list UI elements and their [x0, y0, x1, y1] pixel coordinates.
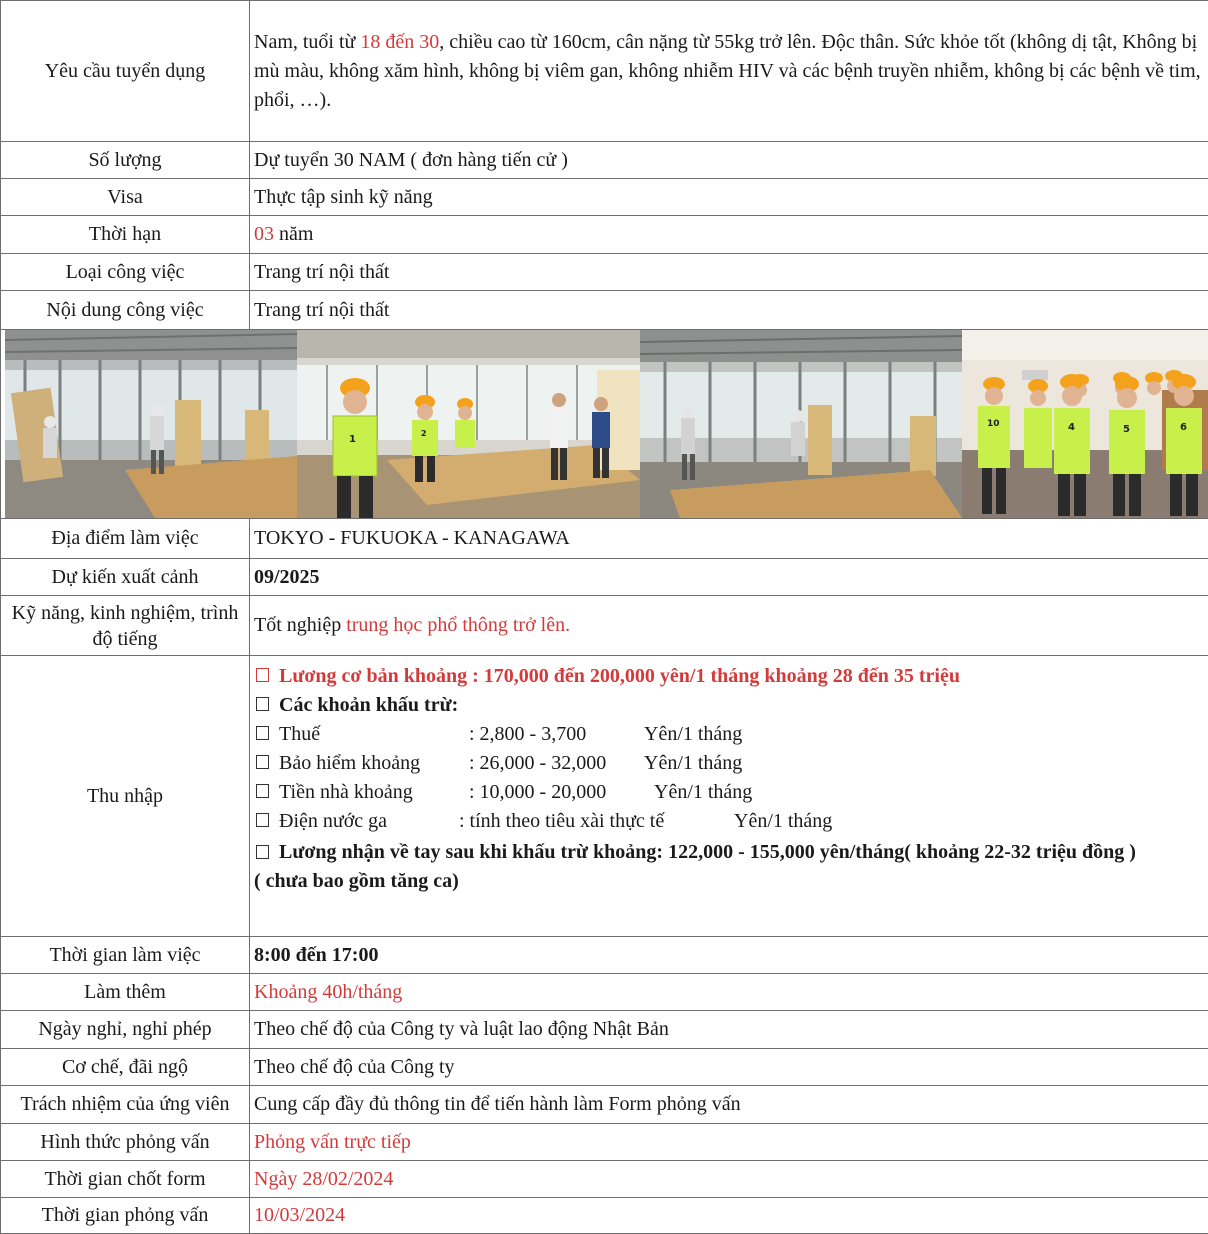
deduction-tax: Thuế : 2,800 - 3,700 Yên/1 tháng [254, 722, 1204, 751]
value-skills: Tốt nghiệp trung học phổ thông trở lên. [250, 596, 1208, 656]
deductions-title: Các khoản khấu trừ: [254, 693, 1204, 722]
vest-number: 10 [987, 419, 1000, 429]
label-benefits: Cơ chế, đãi ngộ [1, 1049, 250, 1086]
value-holidays: Theo chế độ của Công ty và luật lao động Nhật Bản [250, 1011, 1208, 1049]
row-visa [1, 179, 1208, 216]
row-skills [1, 596, 1208, 656]
row-work-hours [1, 937, 1208, 974]
row-interview-format [1, 1124, 1208, 1161]
photo-trainees-room [297, 330, 640, 518]
value-overtime: Khoảng 40h/tháng [250, 974, 1208, 1011]
label-requirement: Yêu cầu tuyển dụng [1, 1, 250, 142]
checkbox-icon [256, 755, 269, 769]
checkbox-icon [256, 668, 269, 682]
value-duration: 03 năm [250, 216, 1208, 254]
row-benefits [1, 1049, 1208, 1086]
label-job-type: Loại công việc [1, 254, 250, 291]
row-candidate-duty [1, 1086, 1208, 1124]
row-quantity [1, 142, 1208, 179]
vest-number: 1 [349, 434, 356, 445]
row-overtime [1, 974, 1208, 1011]
value-work-hours: 8:00 đến 17:00 [250, 937, 1208, 974]
checkbox-icon [256, 697, 269, 711]
base-salary: Lương cơ bản khoảng : 170,000 đến 200,000 yên/1 tháng khoảng 28 đến 35 triệu [254, 664, 1204, 693]
value-location: TOKYO - FUKUOKA - KANAGAWA [250, 519, 1208, 559]
label-interview-date: Thời gian phỏng vấn [1, 1198, 250, 1234]
row-interview-date [1, 1198, 1208, 1234]
checkbox-icon [256, 784, 269, 798]
label-duration: Thời hạn [1, 216, 250, 254]
value-candidate-duty: Cung cấp đầy đủ thông tin để tiến hành làm Form phỏng vấn [250, 1086, 1208, 1124]
label-candidate-duty: Trách nhiệm của ứng viên [1, 1086, 250, 1124]
checkbox-icon [256, 726, 269, 740]
photo-trainees-lineup [962, 330, 1208, 518]
row-requirement [1, 1, 1208, 142]
deduction-housing: Tiền nhà khoảng : 10,000 - 20,000 Yên/1 tháng [254, 780, 1204, 809]
row-job-content [1, 291, 1208, 330]
checkbox-icon [256, 845, 269, 859]
value-form-deadline: Ngày 28/02/2024 [250, 1161, 1208, 1198]
label-income: Thu nhập [1, 656, 250, 937]
label-overtime: Làm thêm [1, 974, 250, 1011]
vest-number: 2 [421, 429, 427, 438]
vest-number: 4 [1068, 422, 1075, 433]
row-photos [1, 330, 1208, 519]
value-requirement: Nam, tuổi từ 18 đến 30, chiều cao từ 160cm, cân nặng từ 55kg trở lên. Độc thân. Sức khỏe tốt (không dị tật, Không bị mù màu, không xăm hình, không bị viêm gan, không nhiễm HIV và các bệnh truyền nhiễm, không bị các bệnh về tim, phổi, …). [250, 1, 1208, 142]
label-interview-format: Hình thức phỏng vấn [1, 1124, 250, 1161]
checkbox-icon [256, 813, 269, 827]
label-skills: Kỹ năng, kinh nghiệm, trình độ tiếng [1, 596, 250, 656]
label-holidays: Ngày nghỉ, nghỉ phép [1, 1011, 250, 1049]
photo-workers-installing [5, 330, 297, 518]
label-form-deadline: Thời gian chốt form [1, 1161, 250, 1198]
row-job-type [1, 254, 1208, 291]
label-location: Địa điểm làm việc [1, 519, 250, 559]
value-income [250, 656, 1208, 937]
label-job-content: Nội dung công việc [1, 291, 250, 330]
label-quantity: Số lượng [1, 142, 250, 179]
row-form-deadline [1, 1161, 1208, 1198]
vest-number: 5 [1123, 424, 1130, 435]
value-departure: 09/2025 [250, 559, 1208, 596]
value-quantity: Dự tuyển 30 NAM ( đơn hàng tiến cử ) [250, 142, 1208, 179]
row-income [1, 656, 1208, 937]
value-job-content: Trang trí nội thất [250, 291, 1208, 330]
photo-board-installation [640, 330, 962, 518]
value-visa: Thực tập sinh kỹ năng [250, 179, 1208, 216]
row-duration [1, 216, 1208, 254]
label-visa: Visa [1, 179, 250, 216]
photo-strip [5, 330, 1208, 518]
net-salary: Lương nhận về tay sau khi khấu trừ khoảng: 122,000 - 155,000 yên/tháng( khoảng 22-32 triệu đồng ) [254, 838, 1204, 867]
row-departure [1, 559, 1208, 596]
vest-number: 6 [1180, 422, 1187, 433]
age-range: 18 đến 30 [360, 31, 439, 53]
deduction-insurance: Bảo hiểm khoảng : 26,000 - 32,000 Yên/1 tháng [254, 751, 1204, 780]
label-departure: Dự kiến xuất cảnh [1, 559, 250, 596]
row-location [1, 519, 1208, 559]
value-interview-format: Phỏng vấn trực tiếp [250, 1124, 1208, 1161]
photo-strip-cell [1, 330, 1208, 519]
overtime-note: ( chưa bao gồm tăng ca) [254, 867, 1204, 896]
deduction-utilities: Điện nước ga : tính theo tiêu xài thực tế Yên/1 tháng [254, 809, 1204, 838]
value-job-type: Trang trí nội thất [250, 254, 1208, 291]
value-benefits: Theo chế độ của Công ty [250, 1049, 1208, 1086]
label-work-hours: Thời gian làm việc [1, 937, 250, 974]
row-holidays [1, 1011, 1208, 1049]
value-interview-date: 10/03/2024 [250, 1198, 1208, 1234]
